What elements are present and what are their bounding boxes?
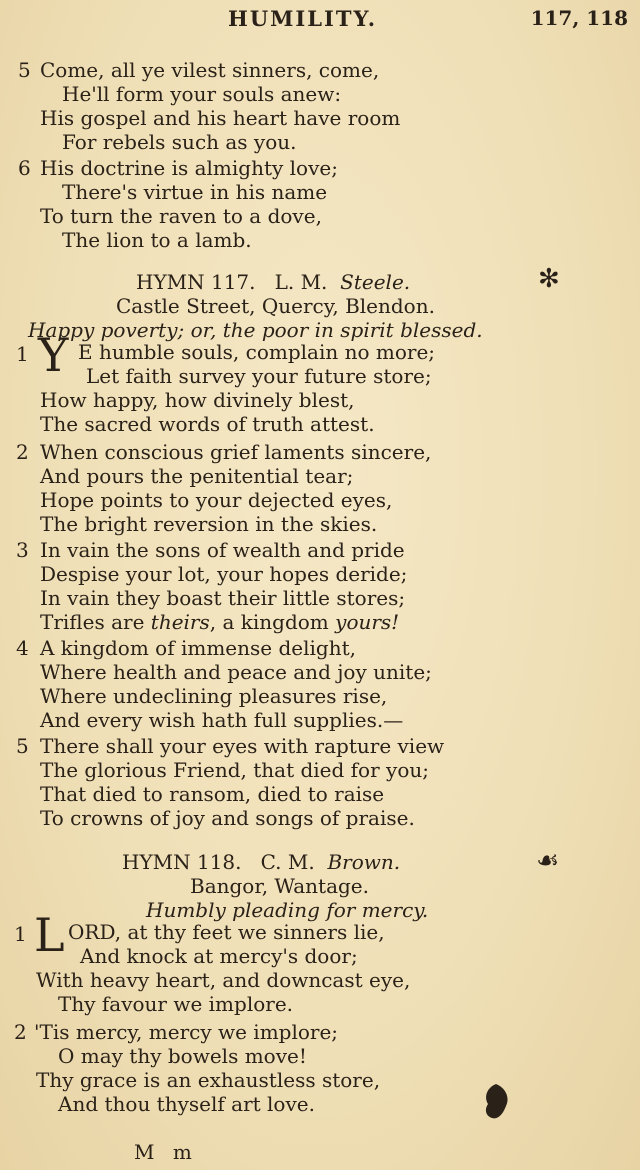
signature-mark: M m	[134, 1140, 198, 1164]
verse-line: And pours the penitential tear;	[40, 464, 354, 488]
verse-line: A kingdom of immense delight,	[40, 636, 356, 660]
hymn-subtitle: Humbly pleading for mercy.	[146, 898, 429, 922]
verse-text: , a kingdom	[209, 610, 336, 634]
verse-line: 'Tis mercy, mercy we implore;	[34, 1020, 339, 1044]
hand-mark: ☙	[536, 846, 560, 876]
verse-line: He'll form your souls anew:	[62, 82, 342, 106]
verse-line: Thy favour we implore.	[58, 992, 294, 1016]
hymn-author: Brown.	[327, 850, 401, 874]
stanza-number: 4	[16, 636, 29, 660]
verse-line: The bright reversion in the skies.	[40, 512, 378, 536]
verse-emphasis: theirs	[150, 610, 210, 634]
verse-line: And thou thyself art love.	[58, 1092, 315, 1116]
asterism-mark: ✻	[538, 264, 560, 294]
verse-text: Trifles are	[40, 610, 151, 634]
stanza-number: 1	[14, 922, 27, 946]
verse-line: How happy, how divinely blest,	[40, 388, 355, 412]
verse-line: Hope points to your dejected eyes,	[40, 488, 393, 512]
verse-line: There's virtue in his name	[62, 180, 328, 204]
verse-line: Where health and peace and joy unite;	[40, 660, 432, 684]
verse-line: E humble souls, complain no more;	[78, 340, 436, 364]
verse-line: With heavy heart, and downcast eye,	[36, 968, 411, 992]
drop-cap: L	[34, 908, 65, 962]
page-number: 117, 118	[530, 6, 628, 30]
ink-blot-mark	[476, 1080, 516, 1124]
verse-emphasis: yours!	[335, 610, 400, 634]
stanza-number: 2	[16, 440, 29, 464]
verse-line: That died to ransom, died to raise	[40, 782, 385, 806]
verse-line: Let faith survey your future store;	[86, 364, 432, 388]
hymn-number-meter: HYMN 117. L. M.	[136, 270, 328, 294]
verse-line: In vain they boast their little stores;	[40, 586, 406, 610]
verse-line: The lion to a lamb.	[62, 228, 252, 252]
hymn-subtitle: Happy poverty; or, the poor in spirit blessed.	[28, 318, 483, 342]
stanza-number: 5	[16, 734, 29, 758]
verse-line: O may thy bowels move!	[58, 1044, 307, 1068]
verse-line: His doctrine is almighty love;	[40, 156, 338, 180]
verse-line: To turn the raven to a dove,	[40, 204, 322, 228]
verse-line: And knock at mercy's door;	[80, 944, 358, 968]
hymn-author: Steele.	[340, 270, 411, 294]
hymn-heading	[136, 270, 410, 294]
verse-line: Thy grace is an exhaustless store,	[36, 1068, 381, 1092]
verse-line	[40, 610, 399, 634]
drop-cap: Y	[38, 328, 69, 382]
tune-names: Bangor, Wantage.	[190, 874, 370, 898]
hymn-number-meter: HYMN 118. C. M.	[122, 850, 315, 874]
verse-line: And every wish hath full supplies.—	[40, 708, 404, 732]
verse-line: The glorious Friend, that died for you;	[40, 758, 429, 782]
hymn-heading	[122, 850, 400, 874]
tune-names: Castle Street, Quercy, Blendon.	[116, 294, 435, 318]
verse-line: Despise your lot, your hopes deride;	[40, 562, 408, 586]
stanza-number: 6	[18, 156, 31, 180]
verse-line: Where undeclining pleasures rise,	[40, 684, 388, 708]
ink-blot-shape	[486, 1084, 508, 1118]
verse-line: For rebels such as you.	[62, 130, 297, 154]
stanza-number: 5	[18, 58, 31, 82]
stanza-number: 1	[16, 342, 29, 366]
verse-line: In vain the sons of wealth and pride	[40, 538, 405, 562]
stanza-number: 2	[14, 1020, 27, 1044]
verse-line: The sacred words of truth attest.	[40, 412, 375, 436]
verse-line: ORD, at thy feet we sinners lie,	[68, 920, 385, 944]
verse-line: When conscious grief laments sincere,	[40, 440, 432, 464]
verse-line: To crowns of joy and songs of praise.	[40, 806, 415, 830]
running-head: HUMILITY.	[228, 6, 378, 31]
verse-line: There shall your eyes with rapture view	[40, 734, 445, 758]
verse-line: Come, all ye vilest sinners, come,	[40, 58, 380, 82]
verse-line: His gospel and his heart have room	[40, 106, 401, 130]
stanza-number: 3	[16, 538, 29, 562]
